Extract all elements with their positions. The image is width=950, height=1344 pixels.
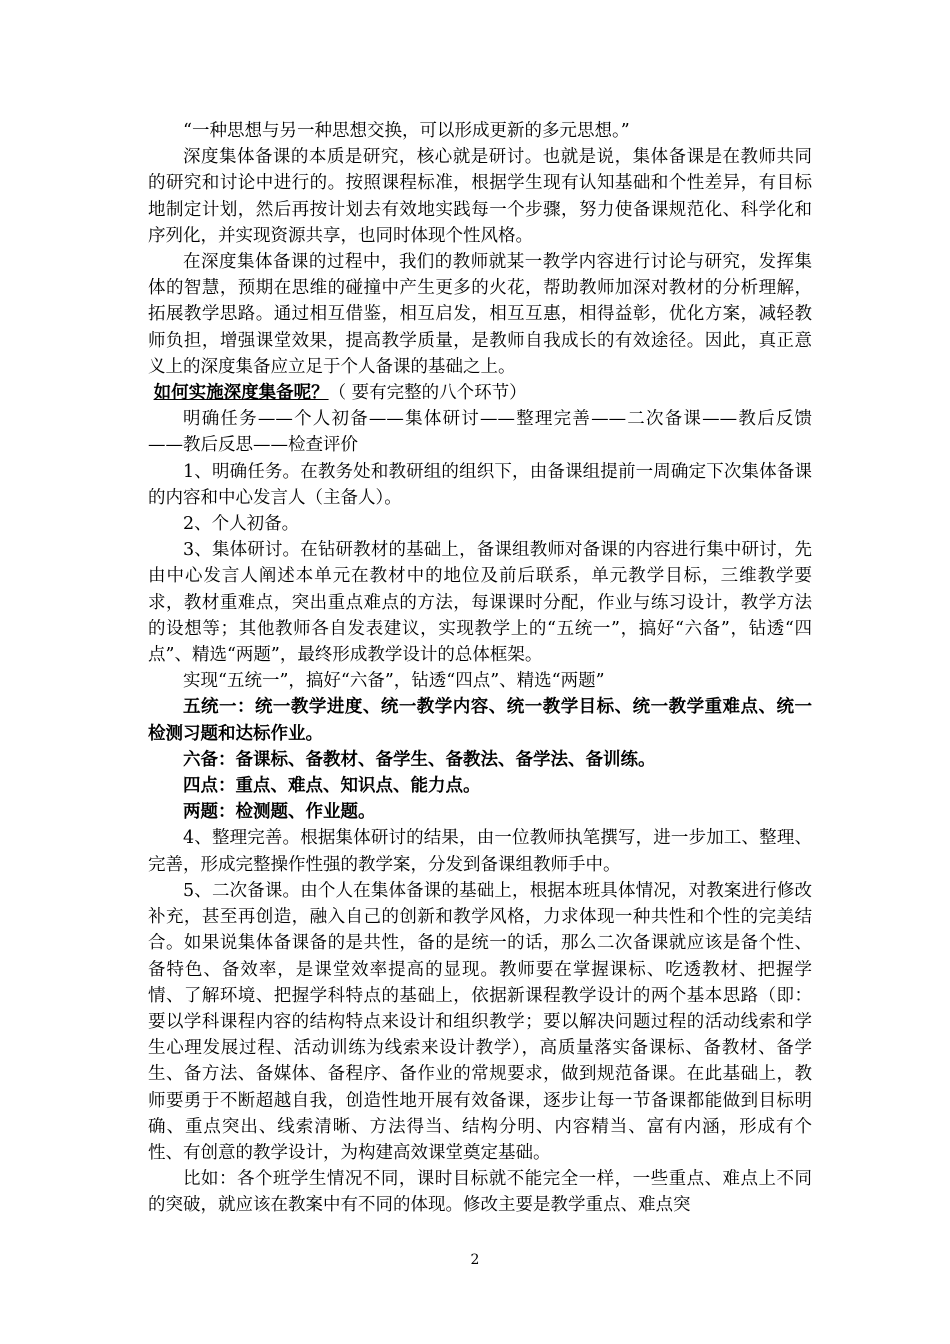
paragraph-two-questions: 两题：检测题、作业题。 (183, 802, 376, 823)
paragraph-five-unify: 五统一：统一教学进度、统一教学内容、统一教学目标、统一教学重难点、统一检测习题和达标作业。 (148, 697, 812, 744)
paragraph-step-1: 1、明确任务。在教务处和教研组的组织下，由备课组提前一周确定下次集体备课的内容和中心发言人（主备人）。 (148, 461, 812, 508)
page-number: 2 (470, 1252, 480, 1268)
section-heading-line (148, 380, 812, 406)
section-heading-note: （ 要有完整的八个环节） (328, 383, 527, 404)
paragraph-four-points: 四点：重点、难点、知识点、能力点。 (183, 776, 481, 797)
paragraph-step-2: 2、个人初备。 (183, 514, 300, 535)
paragraph-summary-line: 实现“五统一”，搞好“六备”，钻透“四点”、精选“两题” (183, 671, 605, 692)
paragraph-steps-overview: 明确任务——个人初备——集体研讨——整理完善——二次备课——教后反馈——教后反思——检查评价 (148, 409, 812, 456)
paragraph-step-4: 4、整理完善。根据集体研讨的结果，由一位教师执笔撰写，进一步加工、整理、完善，形成完整操作性强的教学案，分发到备课组教师手中。 (148, 828, 812, 875)
paragraph-essence: 深度集体备课的本质是研究，核心就是研讨。也就是说，集体备课是在教师共同的研究和讨论中进行的。按照课程标准，根据学生现有认知基础和个性差异，有目标地制定计划，然后再按计划去有效地实践每一个步骤，努力使备课规范化、科学化和序列化，并实现资源共享，也同时体现个性风格。 (148, 147, 812, 246)
paragraph-quote: “一种思想与另一种思想交换，可以形成更新的多元思想。” (183, 121, 630, 141)
document-body (148, 118, 812, 1219)
paragraph-six-prep: 六备：备课标、备教材、备学生、备教法、备学法、备训练。 (183, 749, 656, 770)
paragraph-example: 比如：各个班学生情况不同，课时目标就不能完全一样，一些重点、难点上不同的突破，就应该在教案中有不同的体现。修改主要是教学重点、难点突 (148, 1169, 812, 1216)
paragraph-process: 在深度集体备课的过程中，我们的教师就某一教学内容进行讨论与研究，发挥集体的智慧，预期在思维的碰撞中产生更多的火花，帮助教师加深对教材的分析理解，拓展教学思路。通过相互借鉴，相互启发，相互互惠，相得益彰，优化方案，减轻教师负担，增强课堂效果，提高教学质量，是教师自我成长的有效途径。因此，真正意义上的深度集备应立足于个人备课的基础之上。 (148, 252, 812, 377)
paragraph-step-3: 3、集体研讨。在钻研教材的基础上，备课组教师对备课的内容进行集中研讨，先由中心发言人阐述本单元在教材中的地位及前后联系，单元教学目标，三维教学要求，教材重难点，突出重点难点的方法，每课课时分配，作业与练习设计，教学方法的设想等；其他教师各自发表建议，实现教学上的“五统一”，搞好“六备”，钻透“四点”、精选“两题”，最终形成教学设计的总体框架。 (148, 540, 812, 666)
paragraph-step-5: 5、二次备课。由个人在集体备课的基础上，根据本班具体情况，对教案进行修改补充，甚至再创造，融入自己的创新和教学风格，力求体现一种共性和个性的完美结合。如果说集体备课备的是共性，备的是统一的话，那么二次备课就应该是备个性、备特色、备效率，是课堂效率提高的显现。教师要在掌握课标、吃透教材、把握学情、了解环境、把握学科特点的基础上，依据新课程教学设计的两个基本思路（即：要以学科课程内容的结构特点来设计和组织教学；要以解决问题过程的活动线索和学生心理发展过程、活动训练为线索来设计教学），高质量落实备课标、备教材、备学生、备方法、备媒体、备程序、备作业的常规要求，做到规范备课。在此基础上，教师要勇于不断超越自我，创造性地开展有效备课，逐步让每一节备课都能做到目标明确、重点突出、线索清晰、方法得当、结构分明、内容精当、富有内涵，形成有个性、有创意的教学设计，为构建高效课堂奠定基础。 (148, 880, 812, 1163)
section-heading: 如何实施深度集备呢？ (153, 383, 329, 404)
